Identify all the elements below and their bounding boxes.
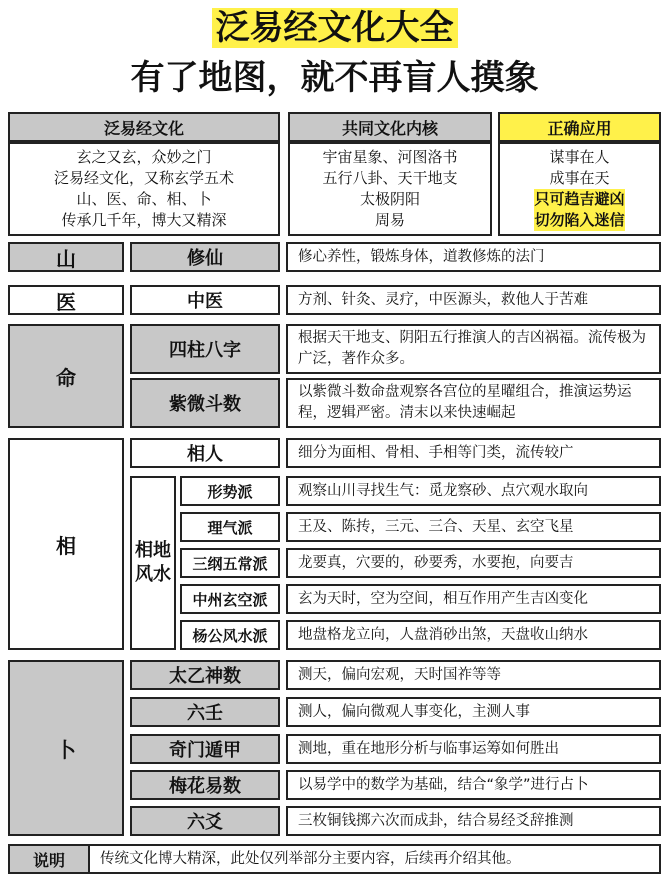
school-liqi: 理气派 (180, 512, 280, 542)
desc-xiuxian: 修心养性，锻炼身体，道教修炼的法门 (286, 242, 661, 272)
school-zhongzhou-xuankong: 中州玄空派 (180, 584, 280, 614)
intro-fanyijing (8, 142, 280, 236)
sub-liuyao: 六爻 (130, 806, 280, 836)
intro-line: 山、医、命、相、卜 (76, 190, 212, 208)
desc-sizhu-bazi: 根据天干地支、阴阳五行推演人的吉凶祸福。流传极为广泛，著作众多。 (286, 324, 661, 374)
category-shan: 山 (8, 242, 124, 272)
desc-xingshi: 观察山川寻找生气：觅龙察砂、点穴观水取向 (286, 476, 661, 506)
sub-xiuxian: 修仙 (130, 242, 280, 272)
sub-sizhu-bazi: 四柱八字 (130, 324, 280, 374)
intro-core (288, 142, 492, 236)
desc-xiangren: 细分为面相、骨相、手相等门类，流传较广 (286, 438, 661, 468)
sub-qimen: 奇门遁甲 (130, 734, 280, 764)
desc-qimen: 测地，重在地形分析与临事运筹如何胜出 (286, 734, 661, 764)
category-yi: 医 (8, 285, 124, 315)
desc-meihua: 以易学中的数学为基础，结合“象学”进行占卜 (286, 770, 661, 800)
intro-line: 传承几千年，博大又精深 (61, 211, 227, 229)
desc-zhongzhou-xuankong: 玄为天时，空为空间，相互作用产生吉凶变化 (286, 584, 661, 614)
note-label: 说明 (8, 844, 90, 874)
sub-zhongyi: 中医 (130, 285, 280, 315)
title-line-2: 有了地图，就不再盲人摸象 (130, 58, 539, 98)
sub-liuren: 六壬 (130, 697, 280, 727)
school-yanggong: 杨公风水派 (180, 620, 280, 650)
sub-taiyi: 太乙神数 (130, 660, 280, 690)
desc-yanggong: 地盘格龙立向，人盘消砂出煞，天盘收山纳水 (286, 620, 661, 650)
sub-ziwei-doushu: 紫微斗数 (130, 378, 280, 428)
intro-line: 玄之又玄，众妙之门 (76, 148, 212, 166)
category-bu: 卜 (8, 660, 124, 836)
title-line-1: 泛易经文化大全 (212, 8, 458, 48)
intro-highlight-line: 切勿陷入迷信 (534, 211, 625, 229)
intro-usage (498, 142, 661, 236)
header-usage: 正确应用 (498, 112, 661, 142)
school-sangang-wuchang: 三纲五常派 (180, 548, 280, 578)
sub-xiangren: 相人 (130, 438, 280, 468)
desc-zhongyi: 方剂、针灸、灵疗，中医源头，救他人于苦难 (286, 285, 661, 315)
intro-line: 成事在天 (549, 169, 610, 187)
school-xingshi: 形势派 (180, 476, 280, 506)
category-ming: 命 (8, 324, 124, 428)
desc-liuren: 测人，偏向微观人事变化，主测人事 (286, 697, 661, 727)
desc-sangang-wuchang: 龙要真，穴要的，砂要秀，水要抱，向要吉 (286, 548, 661, 578)
intro-line: 谋事在人 (549, 148, 610, 166)
desc-liqi: 王及、陈抟，三元、三合、天星、玄空飞星 (286, 512, 661, 542)
intro-line: 宇宙星象、河图洛书 (322, 148, 458, 166)
sub-meihua: 梅花易数 (130, 770, 280, 800)
header-core: 共同文化内核 (288, 112, 492, 142)
title-line-1-wrap (0, 6, 669, 50)
sub-fengshui: 相地风水 (130, 476, 176, 650)
intro-line: 周易 (374, 211, 405, 229)
desc-ziwei-doushu: 以紫微斗数命盘观察各宫位的星曜组合，推演运势运程，逻辑严密。清末以来快速崛起 (286, 378, 661, 428)
intro-line: 五行八卦、天干地支 (322, 169, 458, 187)
desc-liuyao: 三枚铜钱掷六次而成卦，结合易经爻辞推测 (286, 806, 661, 836)
note-text: 传统文化博大精深，此处仅列举部分主要内容，后续再介绍其他。 (90, 844, 661, 874)
category-xiang: 相 (8, 438, 124, 650)
desc-taiyi: 测天，偏向宏观，天时国祚等等 (286, 660, 661, 690)
header-fanyijing: 泛易经文化 (8, 112, 280, 142)
intro-highlight-line: 只可趋吉避凶 (534, 190, 625, 208)
intro-line: 太极阴阳 (359, 190, 420, 208)
intro-line: 泛易经文化，又称玄学五术 (53, 169, 234, 187)
